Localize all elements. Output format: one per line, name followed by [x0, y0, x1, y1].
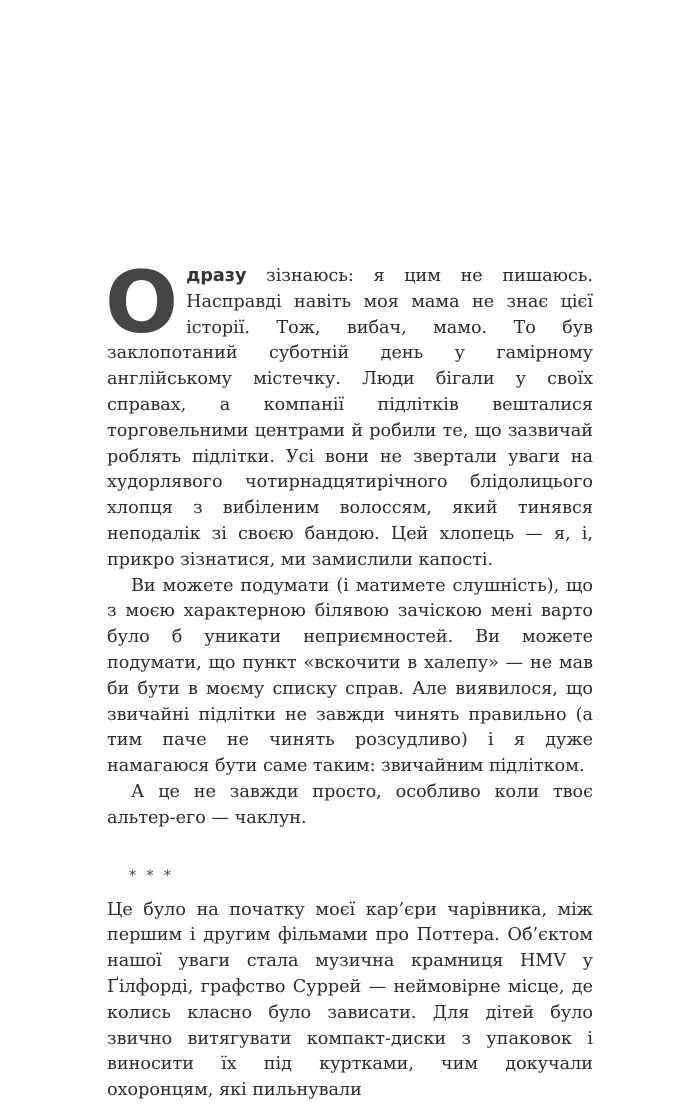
paragraph-2: Ви можете подумати (і матимете слушність), що з моєю характерною білявою зачіскою мені варто було б уникати неприємностей. Ви можете подумати, що пункт «вскочити в халепу» — не мав би бути в моєму списку справ. Але виявилося, що звичайні підлітки не завжди чинять правильно (а тим паче не чинять розсудливо) і я дуже намагаюся бути саме таким: звичайним підлітком.	[107, 575, 593, 777]
drop-cap-letter: О	[105, 253, 179, 353]
section-separator: * * *	[129, 867, 174, 884]
body-text	[105, 253, 593, 1104]
section-two-paragraph: Це було на початку моєї кар’єри чарівника, між першим і другим фільмами про Поттера. Об’єктом нашої уваги стала музична крамниця HMV у Ґілфорді, графство Суррей — неймовірне місце, де колись класно було зависати. Для дітей було звично витягувати компакт-диски з упаковок і виносити їх під куртками, чим докучали охоронцям, які пильнували	[107, 899, 593, 1101]
lead-word: дразу	[186, 266, 247, 286]
opening-paragraph	[105, 253, 593, 574]
paragraph-3: А це не завжди просто, особливо коли твоє альтер-его — чаклун.	[107, 781, 593, 828]
opening-paragraph-text: зізнаюсь: я цим не пишаюсь. Насправді навіть моя мама не знає цієї історії. Тож, вибач, мамо. То був заклопотаний суботній день у гамірному англійському містечку. Люди бігали у своїх справах, а компанії підлітків вешталися торговельними центрами й робили те, що зазвичай роблять підлітки. Усі вони не звертали уваги на худорлявого чотирнадцятирічного блідолицього хлопця з вибіленим волоссям, який тинявся неподалік зі своєю бандою. Цей хлопець — я, і, прикро зізнатися, ми замислили капості.	[107, 266, 593, 570]
